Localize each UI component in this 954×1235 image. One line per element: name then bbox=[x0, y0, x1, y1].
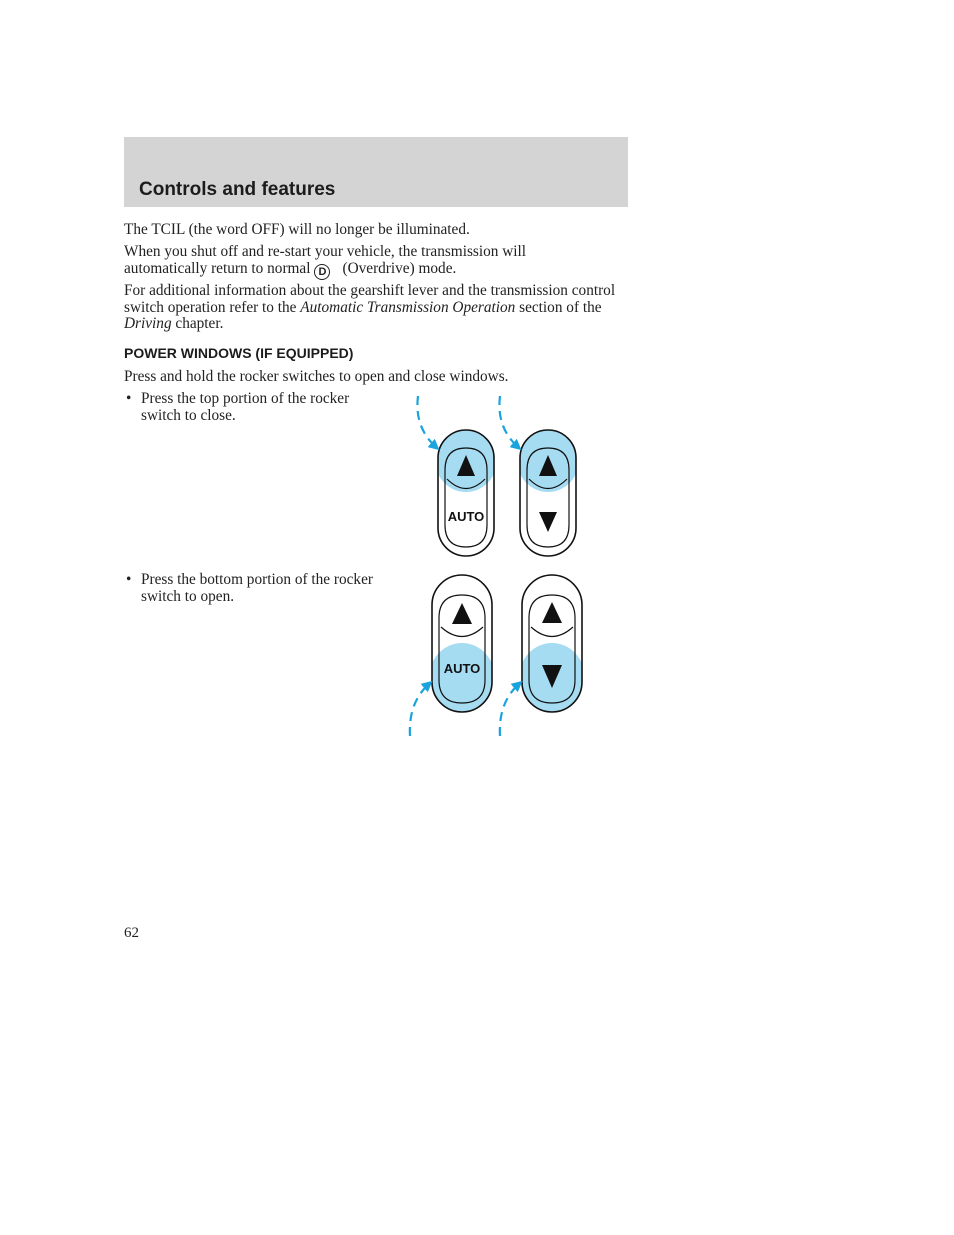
paragraph-additional-info-text: For additional information about the gearshift lever and the transmission control switch operation refer to the bbox=[124, 282, 616, 316]
driving-chapter-reference: Driving bbox=[124, 315, 172, 333]
power-windows-intro: Press and hold the rocker switches to open and close windows. bbox=[124, 368, 509, 385]
paragraph-restart-mode: (Overdrive) mode. bbox=[342, 259, 457, 277]
pointer-arrow-icon bbox=[417, 396, 437, 448]
switch-open bbox=[519, 575, 585, 713]
bullet-close-text: Press the top portion of the rocker switch to close. bbox=[141, 390, 350, 424]
switch-auto-open bbox=[429, 575, 495, 713]
pointer-arrow-icon bbox=[499, 396, 519, 448]
paragraph-tcil: The TCIL (the word OFF) will no longer be illuminated. bbox=[124, 221, 470, 238]
pointer-arrow-icon bbox=[500, 683, 520, 736]
switch-close bbox=[517, 428, 579, 556]
paragraph-restart-text: When you shut off and re-start your vehicle, the transmission will automatically return to normal bbox=[124, 243, 527, 277]
paragraph-additional-info-end: chapter. bbox=[175, 315, 224, 333]
auto-label: AUTO bbox=[447, 509, 485, 524]
switch-auto-close bbox=[435, 428, 497, 556]
paragraph-additional-info-mid: section of the bbox=[519, 298, 602, 316]
pointer-arrow-icon bbox=[410, 683, 430, 736]
section-title: Controls and features bbox=[139, 179, 336, 200]
bullet-open-text: Press the bottom portion of the rocker switch to open. bbox=[141, 571, 373, 605]
page-number: 62 bbox=[124, 925, 139, 941]
auto-label: AUTO bbox=[443, 661, 481, 676]
automatic-transmission-reference: Automatic Transmission Operation bbox=[300, 298, 516, 316]
power-windows-heading: POWER WINDOWS (IF EQUIPPED) bbox=[124, 345, 354, 361]
bullet-dot: • bbox=[126, 390, 132, 407]
overdrive-icon: D bbox=[314, 264, 330, 280]
bullet-dot: • bbox=[126, 571, 132, 588]
